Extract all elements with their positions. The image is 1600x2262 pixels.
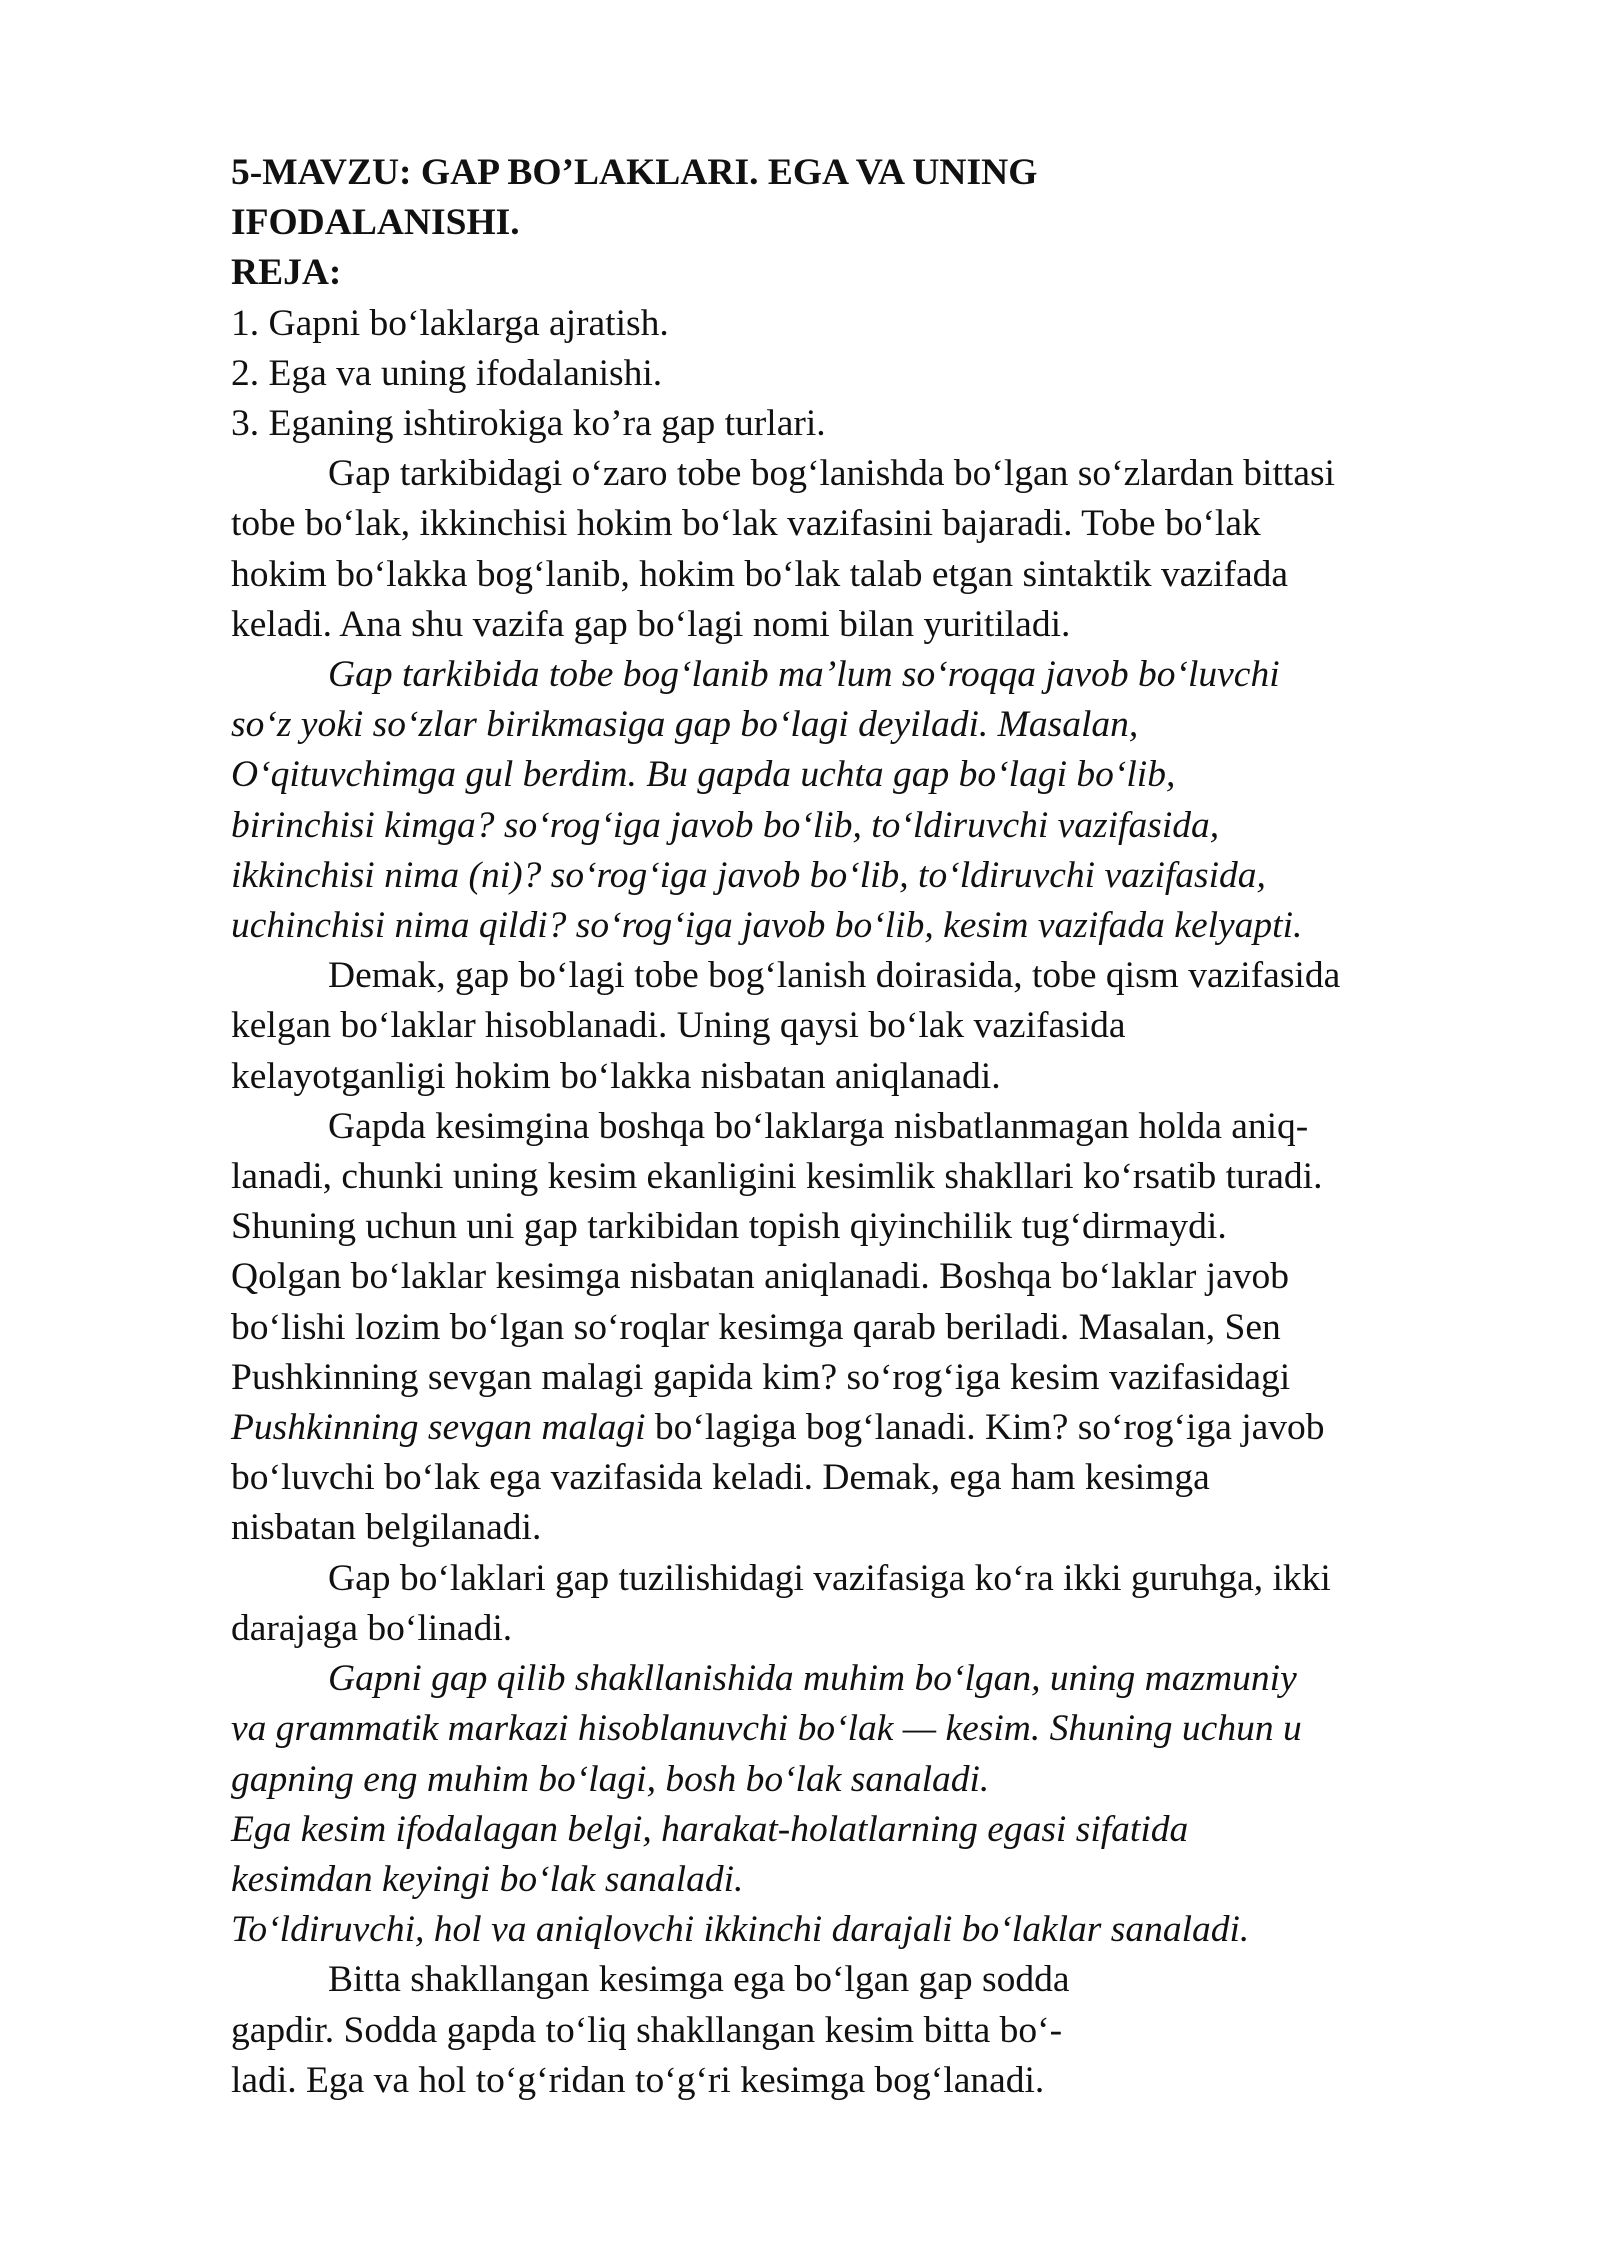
paragraph-line: Gapni gap qilib shakllanishida muhim bo‘lgan, uning mazmuniy bbox=[328, 1658, 1297, 1700]
paragraph-line: lanadi, chunki uning kesim ekanligini kesimlik shakllari ko‘rsatib turadi. bbox=[231, 1156, 1323, 1198]
paragraph-2-definition bbox=[231, 650, 1531, 951]
paragraph-7-italic bbox=[231, 1805, 1531, 1956]
plan-heading: REJA: bbox=[231, 252, 342, 294]
document-page bbox=[231, 148, 1531, 2106]
plain-phrase: bo‘lagiga bog‘lanadi. Kim? so‘rog‘iga javob bbox=[645, 1407, 1325, 1449]
paragraph-1 bbox=[231, 449, 1531, 650]
plan-item-2: 2. Ega va uning ifodalanishi. bbox=[231, 352, 663, 394]
paragraph-line: ikkinchisi nima (ni)? so‘rog‘iga javob bo‘lib, to‘ldiruvchi vazifasida, bbox=[231, 854, 1266, 896]
paragraph-line: gapdir. Sodda gapda to‘liq shakllangan kesim bitta bo‘- bbox=[231, 2009, 1063, 2051]
paragraph-5 bbox=[231, 1554, 1531, 1654]
paragraph-line: hokim bo‘lakka bog‘lanib, hokim bo‘lak talab etgan sintaktik vazifada bbox=[231, 553, 1288, 595]
paragraph-line: Gap tarkibidagi o‘zaro tobe bog‘lanishda bo‘lgan so‘zlardan bittasi bbox=[328, 453, 1335, 495]
paragraph-line: bo‘luvchi bo‘lak ega vazifasida keladi. Demak, ega ham kesimga bbox=[231, 1457, 1210, 1499]
paragraph-line: Gapda kesimgina boshqa bo‘laklarga nisbatlanmagan holda aniq- bbox=[328, 1105, 1309, 1147]
paragraph-line: ladi. Ega va hol to‘g‘ridan to‘g‘ri kesimga bog‘lanadi. bbox=[231, 2059, 1045, 2101]
paragraph-line: Gap bo‘laklari gap tuzilishidagi vazifasiga ko‘ra ikki guruhga, ikki bbox=[328, 1557, 1331, 1599]
paragraph-line: Qolgan bo‘laklar kesimga nisbatan aniqlanadi. Boshqa bo‘laklar javob bbox=[231, 1256, 1290, 1298]
paragraph-line: gapning eng muhim bo‘lagi, bosh bo‘lak sanaladi. bbox=[231, 1758, 990, 1800]
paragraph-6-italic bbox=[231, 1654, 1531, 1805]
paragraph-line: birinchisi kimga? so‘rog‘iga javob bo‘lib, to‘ldiruvchi vazifasida, bbox=[231, 804, 1220, 846]
paragraph-line: so‘z yoki so‘zlar birikmasiga gap bo‘lagi deyiladi. Masalan, bbox=[231, 704, 1139, 746]
paragraph-line: kelayotganligi hokim bo‘lakka nisbatan aniqlanadi. bbox=[231, 1055, 1001, 1097]
paragraph-line: va grammatik markazi hisoblanuvchi bo‘lak — kesim. Shuning uchun u bbox=[231, 1708, 1302, 1750]
plan-item-3: 3. Eganing ishtirokiga ko’ra gap turlari. bbox=[231, 403, 826, 445]
document-title-line-1: 5-MAVZU: GAP BO’LAKLARI. EGA VA UNING bbox=[231, 152, 1038, 193]
paragraph-line: Pushkinning sevgan malagi gapida kim? so‘rog‘iga kesim vazifasidagi bbox=[231, 1356, 1291, 1398]
paragraph-line: bo‘lishi lozim bo‘lgan so‘roqlar kesimga qarab beriladi. Masalan, Sen bbox=[231, 1306, 1281, 1348]
paragraph-line: keladi. Ana shu vazifa gap bo‘lagi nomi bilan yuritiladi. bbox=[231, 603, 1071, 645]
paragraph-line: kesimdan keyingi bo‘lak sanaladi. bbox=[231, 1858, 744, 1900]
paragraph-4 bbox=[231, 1102, 1531, 1554]
paragraph-line: tobe bo‘lak, ikkinchisi hokim bo‘lak vazifasini bajaradi. Tobe bo‘lak bbox=[231, 503, 1261, 545]
paragraph-3 bbox=[231, 951, 1531, 1102]
plan-item-1: 1. Gapni bo‘laklarga ajratish. bbox=[231, 302, 669, 344]
paragraph-line: kelgan bo‘laklar hisoblanadi. Uning qaysi bo‘lak vazifasida bbox=[231, 1005, 1126, 1047]
paragraph-line: To‘ldiruvchi, hol va aniqlovchi ikkinchi darajali bo‘laklar sanaladi. bbox=[231, 1909, 1250, 1951]
paragraph-line: O‘qituvchimga gul berdim. Bu gapda uchta gap bo‘lagi bo‘lib, bbox=[231, 754, 1176, 796]
paragraph-line: Shuning uchun uni gap tarkibidan topish qiyinchilik tug‘dirmaydi. bbox=[231, 1206, 1227, 1248]
italic-phrase: Pushkinning sevgan malagi bbox=[231, 1407, 646, 1449]
paragraph-line: nisbatan belgilanadi. bbox=[231, 1507, 542, 1549]
paragraph-line-mixed bbox=[231, 1403, 1531, 1453]
paragraph-line: darajaga bo‘linadi. bbox=[231, 1607, 513, 1649]
paragraph-line: Bitta shakllangan kesimga ega bo‘lgan gap sodda bbox=[328, 1959, 1070, 2001]
document-title-line-2: IFODALANISHI. bbox=[231, 202, 520, 244]
paragraph-line: Gap tarkibida tobe bog‘lanib ma’lum so‘roqqa javob bo‘luvchi bbox=[328, 654, 1280, 696]
paragraph-line: Demak, gap bo‘lagi tobe bog‘lanish doirasida, tobe qism vazifasida bbox=[328, 955, 1341, 997]
paragraph-line: Ega kesim ifodalagan belgi, harakat-holatlarning egasi sifatida bbox=[231, 1808, 1189, 1850]
paragraph-8 bbox=[231, 1955, 1531, 2106]
paragraph-line: uchinchisi nima qildi? so‘rog‘iga javob bo‘lib, kesim vazifada kelyapti. bbox=[231, 905, 1303, 947]
